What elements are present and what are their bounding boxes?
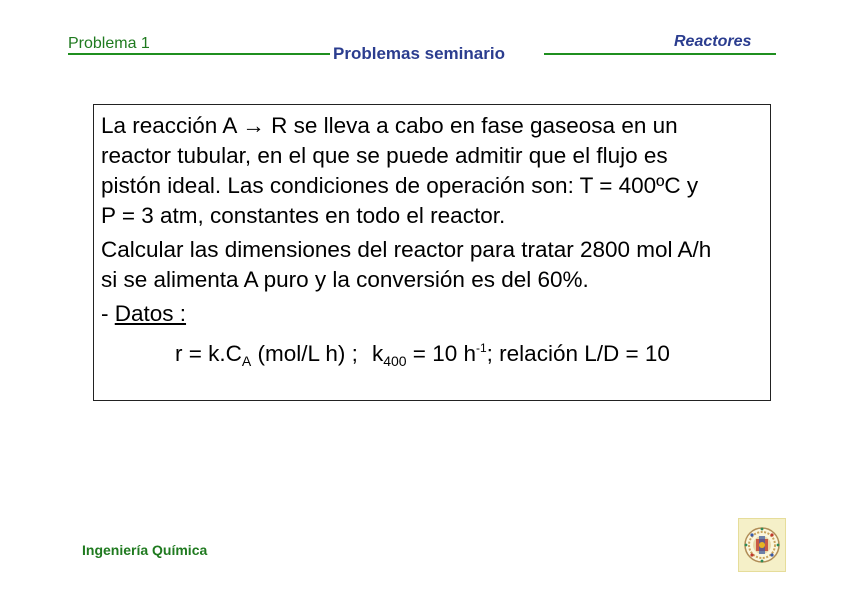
footer-department-label: Ingeniería Química [82,542,208,558]
task-line: Calcular las dimensiones del reactor para tratar 2800 mol A/h [101,237,712,262]
ld-relation: relación L/D = 10 [499,341,670,366]
statement-line: reactor tubular, en el que se puede admitir que el flujo es [101,143,668,168]
header-problem-label: Problema 1 [68,35,150,52]
datos-label: Datos : [114,301,187,326]
rate-units: (mol/L h) ; [251,341,358,366]
rate-subscript: A [241,353,252,369]
header-title: Problemas seminario [333,44,505,63]
datos-heading [101,299,770,329]
k-symbol: k [371,341,384,366]
header-rule-right [544,53,776,55]
k-superscript: -1 [475,341,487,355]
datos-formula [175,333,770,376]
task-line: si se alimenta A puro y la conversión es del 60%. [101,267,589,292]
statement-line: pistón ideal. Las condiciones de operación son: T = 400ºC y [101,173,699,198]
rate-expression: r = k.C [175,341,242,366]
header-topic-label: Reactores [674,33,752,50]
k-subscript: 400 [383,353,407,369]
k-value: = 10 h [406,341,476,366]
problem-statement [101,111,770,231]
k-separator: ; [486,341,500,366]
problem-box [93,104,771,401]
header-rule-left [68,53,330,55]
statement-line: P = 3 atm, constantes en todo el reactor. [101,203,506,228]
university-seal-icon [738,518,786,572]
problem-task [101,235,770,295]
statement-line: La reacción A → R se lleva a cabo en fase gaseosa en un [101,113,678,138]
datos-prefix: - [101,301,115,326]
